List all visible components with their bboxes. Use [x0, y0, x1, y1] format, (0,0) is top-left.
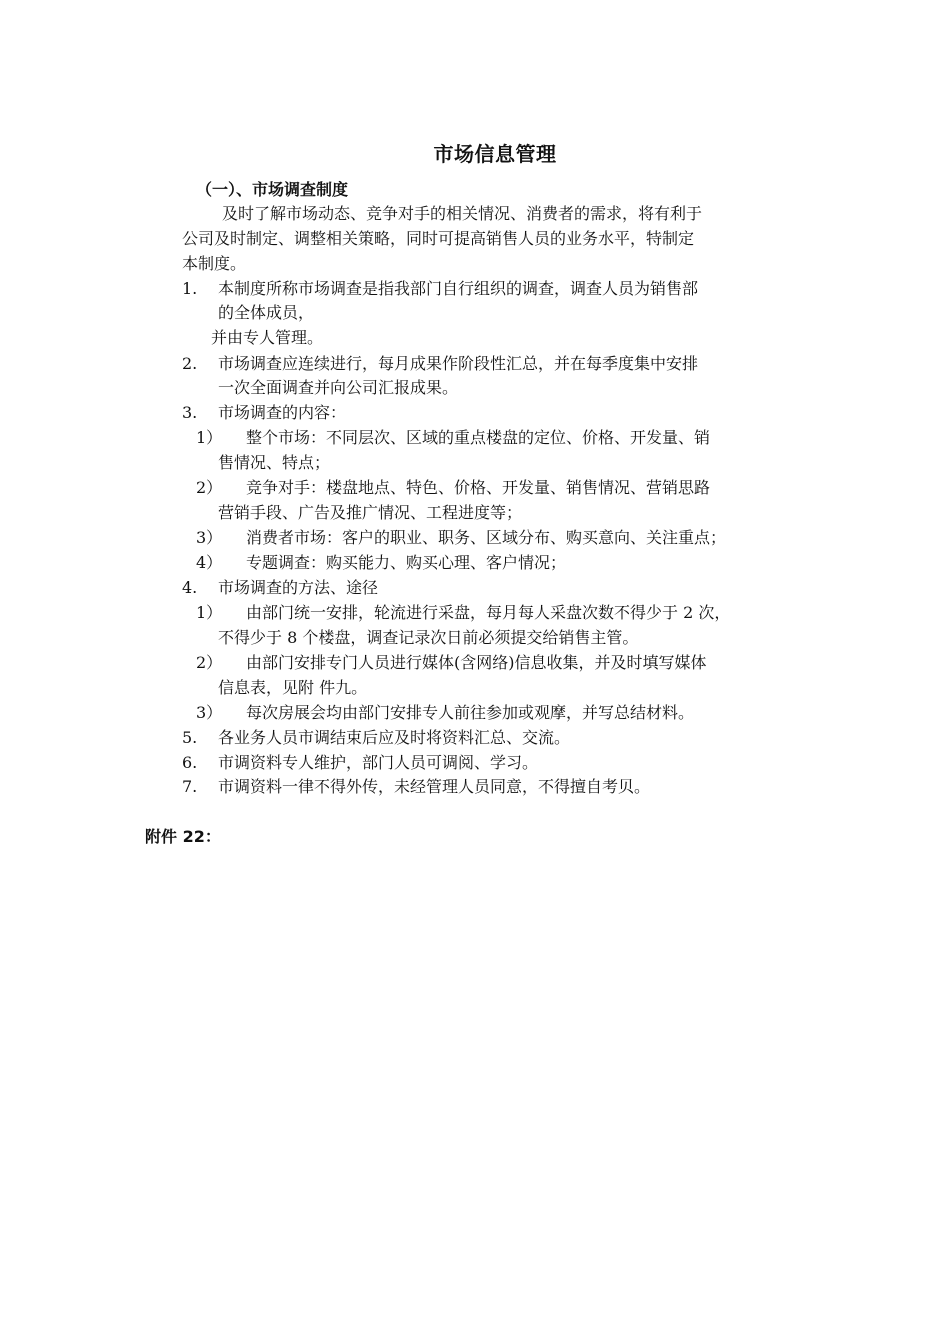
list-item-text: 各业务人员市调结束后应及时将资料汇总、交流。 — [218, 728, 571, 747]
list-number: 1. — [182, 279, 198, 298]
sublist-item-text: 信息表，见附 件九。 — [218, 678, 368, 697]
intro-line-3: 本制度。 — [182, 254, 247, 273]
list-number: 6. — [182, 753, 198, 772]
list-number: 4. — [182, 578, 198, 597]
sublist-number: 2） — [196, 478, 223, 497]
list-item-text: 本制度所称市场调查是指我部门自行组织的调查，调查人员为销售部 — [218, 279, 699, 298]
sublist-item-text: 消费者市场：客户的职业、职务、区域分布、购买意向、关注重点； — [246, 528, 727, 547]
list-number: 5. — [182, 728, 198, 747]
list-item-text: 市场调查的方法、途径 — [218, 578, 379, 597]
page-title: 市场信息管理 — [433, 142, 557, 166]
list-item-text: 一次全面调查并向公司汇报成果。 — [218, 378, 459, 397]
list-item-text: 的全体成员， — [218, 303, 315, 322]
section-heading: （一）、市场调查制度 — [196, 180, 349, 199]
sublist-item-text: 由部门统一安排，轮流进行采盘，每月每人采盘次数不得少于 2 次， — [246, 603, 731, 622]
list-item-text: 市场调查的内容： — [218, 403, 347, 422]
sublist-number: 1） — [196, 603, 223, 622]
list-number: 3. — [182, 403, 198, 422]
list-item-text: 市场调查应连续进行，每月成果作阶段性汇总，并在每季度集中安排 — [218, 354, 699, 373]
sublist-item-text: 整个市场：不同层次、区域的重点楼盘的定位、价格、开发量、销 — [246, 428, 711, 447]
list-item-text: 市调资料一律不得外传，未经管理人员同意，不得擅自考贝。 — [218, 777, 651, 796]
list-item-text: 市调资料专人维护，部门人员可调阅、学习。 — [218, 753, 539, 772]
sublist-number: 3） — [196, 703, 223, 722]
intro-line-1: 及时了解市场动态、竞争对手的相关情况、消费者的需求，将有利于 — [222, 204, 703, 223]
list-number: 2. — [182, 354, 198, 373]
sublist-number: 3） — [196, 528, 223, 547]
attachment-label: 附件 22： — [145, 827, 221, 846]
intro-line-2: 公司及时制定、调整相关策略，同时可提高销售人员的业务水平，特制定 — [182, 229, 695, 248]
sublist-item-text: 专题调查：购买能力、购买心理、客户情况； — [246, 553, 567, 572]
sublist-item-text: 不得少于 8 个楼盘，调查记录次日前必须提交给销售主管。 — [218, 628, 639, 647]
sublist-item-text: 由部门安排专门人员进行媒体(含网络)信息收集，并及时填写媒体 — [246, 653, 707, 672]
list-number: 7. — [182, 777, 198, 796]
sublist-item-text: 竞争对手：楼盘地点、特色、价格、开发量、销售情况、营销思路 — [246, 478, 711, 497]
sublist-number: 1） — [196, 428, 223, 447]
sublist-item-text: 每次房展会均由部门安排专人前往参加或观摩，并写总结材料。 — [246, 703, 695, 722]
list-item-text: 并由专人管理。 — [211, 328, 324, 347]
sublist-item-text: 营销手段、广告及推广情况、工程进度等； — [218, 503, 523, 522]
sublist-item-text: 售情况、特点； — [218, 453, 331, 472]
sublist-number: 4） — [196, 553, 223, 572]
sublist-number: 2） — [196, 653, 223, 672]
